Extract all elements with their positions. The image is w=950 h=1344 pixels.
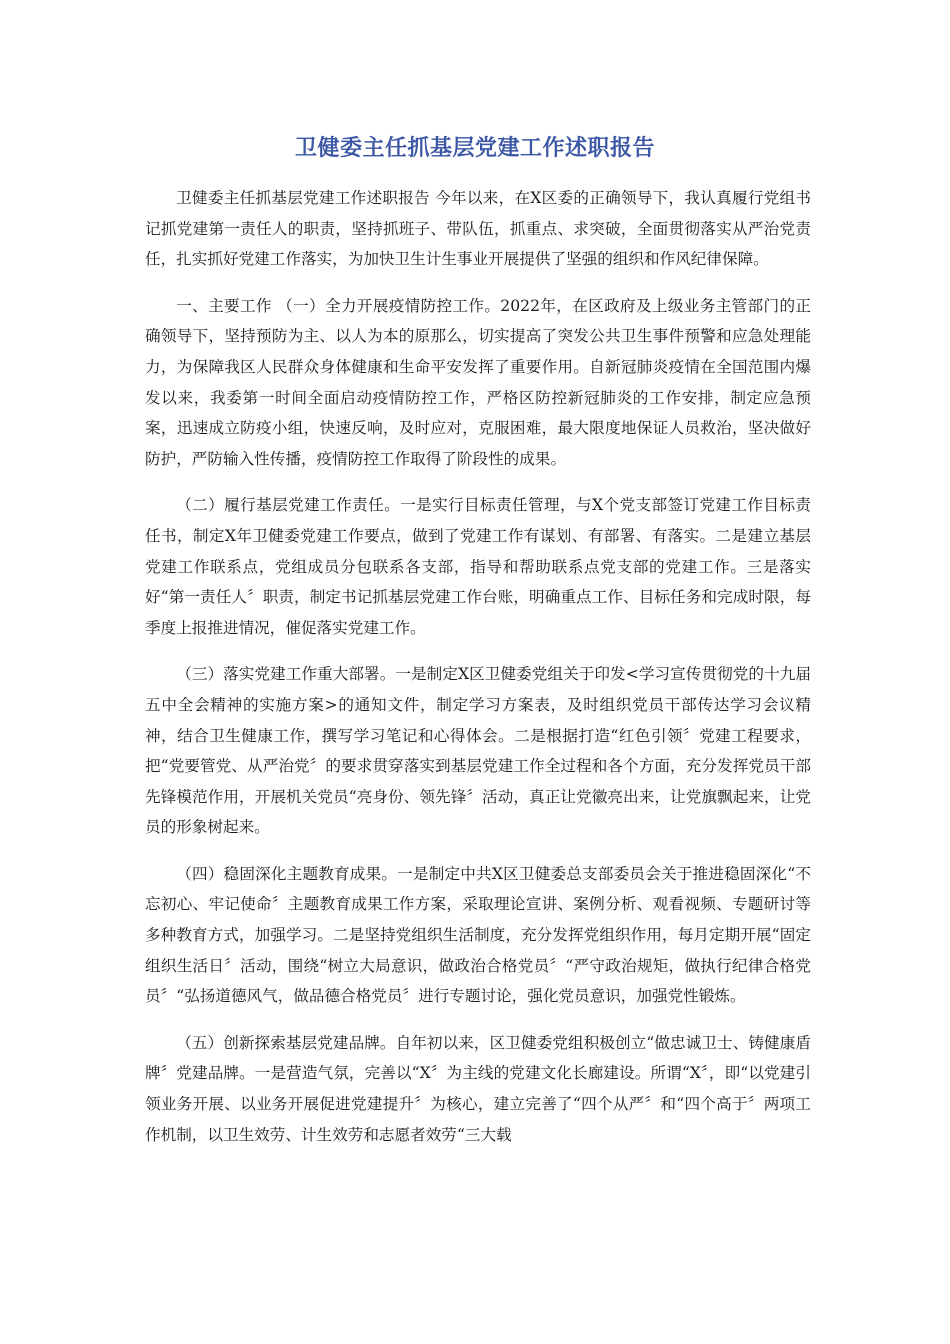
paragraph-intro: 卫健委主任抓基层党建工作述职报告 今年以来，在X区委的正确领导下，我认真履行党组书记抓党建第一责任人的职责，坚持抓班子、带队伍，抓重点、求突破，全面贯彻落实从严治党责任，扎实抓好党建工作落实，为加快卫生计生事业开展提供了坚强的组织和作风纪律保障。 <box>145 189 811 269</box>
document-title: 卫健委主任抓基层党建工作述职报告 <box>294 136 655 161</box>
paragraph-major-deployments: （三）落实党建工作重大部署。一是制定X区卫健委党组关于印发<学习宣传贯彻党的十九届五中全会精神的实施方案>的通知文件，制定学习方案表，及时组织党员干部传达学习会议精神，结合卫生健康工作，撰写学习笔记和心得体会。二是根据打造“红色引领〞党建工程要求，把“党要管党、从严治党〞的要求贯穿落实到基层党建工作全过程和各个方面，充分发挥党员干部先锋模范作用，开展机关党员“亮身份、领先锋〞活动，真正让党徽亮出来，让党旗飘起来，让党员的形象树起来。 <box>145 665 811 837</box>
paragraph-theme-education: （四）稳固深化主题教育成果。一是制定中共X区卫健委总支部委员会关于推进稳固深化“不忘初心、牢记使命〞主题教育成果工作方案，采取理论宣讲、案例分析、观看视频、专题研讨等多种教育方式，加强学习。二是坚持党组织生活制度，充分发挥党组织作用，每月定期开展“固定组织生活日〞活动，围绕“树立大局意识，做政治合格党员〞“严守政治规矩，做执行纪律合格党员〞“弘扬道德风气，做品德合格党员〞进行专题讨论，强化党员意识，加强党性锻炼。 <box>145 864 811 1006</box>
paragraph-epidemic-control: 一、主要工作 （一）全力开展疫情防控工作。2022年，在区政府及上级业务主管部门的正确领导下，坚持预防为主、以人为本的原那么，切实提高了突发公共卫生事件预警和应急处理能力，为保障我区人民群众身体健康和生命平安发挥了重要作用。自新冠肺炎疫情在全国范围内爆发以来，我委第一时间全面启动疫情防控工作，严格区防控新冠肺炎的工作安排，制定应急预案，迅速成立防疫小组，快速反响，及时应对，克服困难，最大限度地保证人员救治，坚决做好防护，严防输入性传播，疫情防控工作取得了阶段性的成果。 <box>145 296 811 468</box>
paragraph-party-brand: （五）创新探索基层党建品牌。自年初以来，区卫健委党组积极创立“做忠诚卫士、铸健康盾牌〞党建品牌。一是营造气氛，完善以“X〞为主线的党建文化长廊建设。所谓“X〞，即“以党建引领业务开展、以业务开展促进党建提升〞为核心，建立完善了“四个从严〞和“四个高于〞两项工作机制，以卫生效劳、计生效劳和志愿者效劳“三大载 <box>145 1033 811 1144</box>
document-body <box>145 183 811 1166</box>
paragraph-party-responsibility: （二）履行基层党建工作责任。一是实行目标责任管理，与X个党支部签订党建工作目标责任书，制定X年卫健委党建工作要点，做到了党建工作有谋划、有部署、有落实。二是建立基层党建工作联系点，党组成员分包联系各支部，指导和帮助联系点党支部的党建工作。三是落实好“第一责任人〞职责，制定书记抓基层党建工作台账，明确重点工作、目标任务和完成时限，每季度上报推进情况，催促落实党建工作。 <box>145 496 811 637</box>
